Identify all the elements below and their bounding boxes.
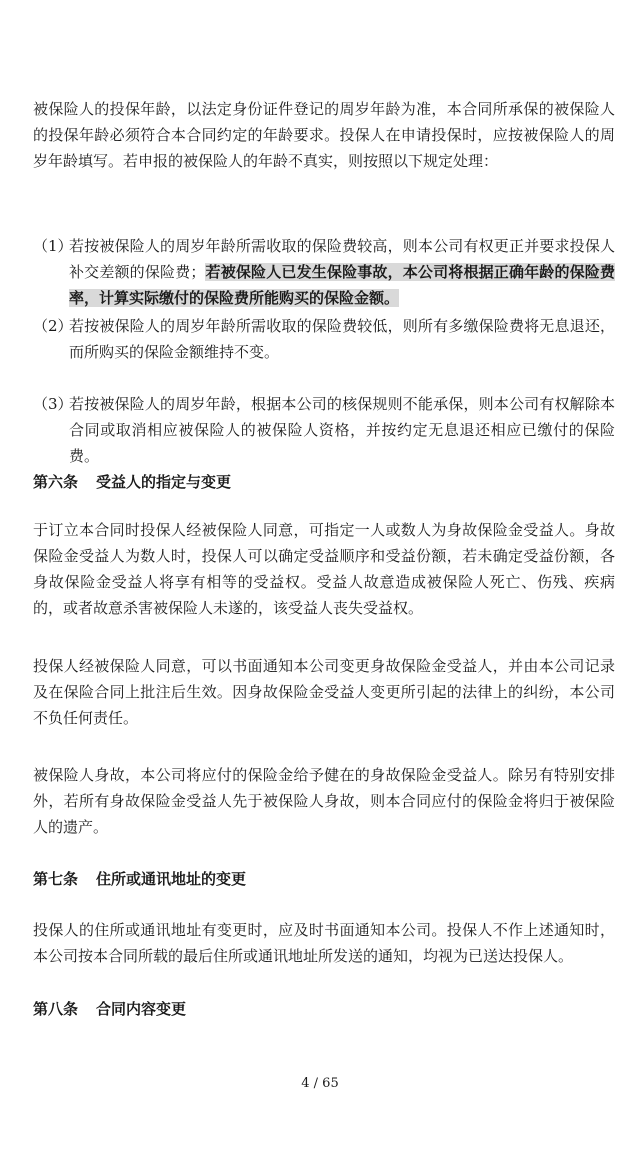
item-number: （1） xyxy=(33,237,73,255)
section-heading xyxy=(33,469,231,495)
article-number: 第七条 xyxy=(33,870,79,888)
list-item xyxy=(33,233,615,311)
body-paragraph: 投保人经被保险人同意，可以书面通知本公司变更身故保险金受益人，并由本公司记录及在保险合同上批注后生效。因身故保险金受益人变更所引起的法律上的纠纷，本公司不负任何责任。 xyxy=(33,657,615,727)
body-paragraph: 被保险人身故，本公司将应付的保险金给予健在的身故保险金受益人。除另有特别安排外，若所有身故保险金受益人先于被保险人身故，则本合同应付的保险金将归于被保险人的遗产。 xyxy=(33,766,615,836)
section-title: 受益人的指定与变更 xyxy=(96,473,232,491)
section-heading xyxy=(33,996,186,1022)
article-number: 第八条 xyxy=(33,1000,79,1018)
item-text: 若按被保险人的周岁年龄所需收取的保险费较低，则所有多缴保险费将无息退还，而所购买的保险金额维持不变。 xyxy=(69,317,615,361)
list-item xyxy=(33,391,615,469)
intro-paragraph: 被保险人的投保年龄，以法定身份证件登记的周岁年龄为准，本合同所承保的被保险人的投保年龄必须符合本合同约定的年龄要求。投保人在申请投保时，应按被保险人的周岁年龄填写。若申报的被保险人的年龄不真实，则按照以下规定处理： xyxy=(33,100,615,170)
section-title: 住所或通讯地址的变更 xyxy=(96,870,247,888)
section-title: 合同内容变更 xyxy=(96,1000,187,1018)
item-text: 若按被保险人的周岁年龄所需收取的保险费较高，则本公司有权更正并要求投保人补交差额的保险费； xyxy=(69,237,615,281)
item-number: （2） xyxy=(33,317,73,335)
body-paragraph: 于订立本合同时投保人经被保险人同意，可指定一人或数人为身故保险金受益人。身故保险金受益人为数人时，投保人可以确定受益顺序和受益份额，若未确定受益份额，各身故保险金受益人将享有相等的受益权。受益人故意造成被保险人死亡、伤残、疾病的，或者故意杀害被保险人未遂的，该受益人丧失受益权。 xyxy=(33,521,615,617)
list-item xyxy=(33,313,615,365)
item-text: 若按被保险人的周岁年龄，根据本公司的核保规则不能承保，则本公司有权解除本合同或取消相应被保险人的被保险人资格，并按约定无息退还相应已缴付的保险费。 xyxy=(69,395,615,465)
article-number: 第六条 xyxy=(33,473,79,491)
body-paragraph: 投保人的住所或通讯地址有变更时，应及时书面通知本公司。投保人不作上述通知时，本公司按本合同所载的最后住所或通讯地址所发送的通知，均视为已送达投保人。 xyxy=(33,921,615,965)
highlighted-text: 若被保险人已发生保险事故，本公司将根据正确年龄的保险费率，计算实际缴付的保险费所能购买的保险金额。 xyxy=(69,263,615,307)
page-number: 4 / 65 xyxy=(301,1076,339,1091)
item-number: （3） xyxy=(33,395,73,413)
section-heading xyxy=(33,866,246,892)
